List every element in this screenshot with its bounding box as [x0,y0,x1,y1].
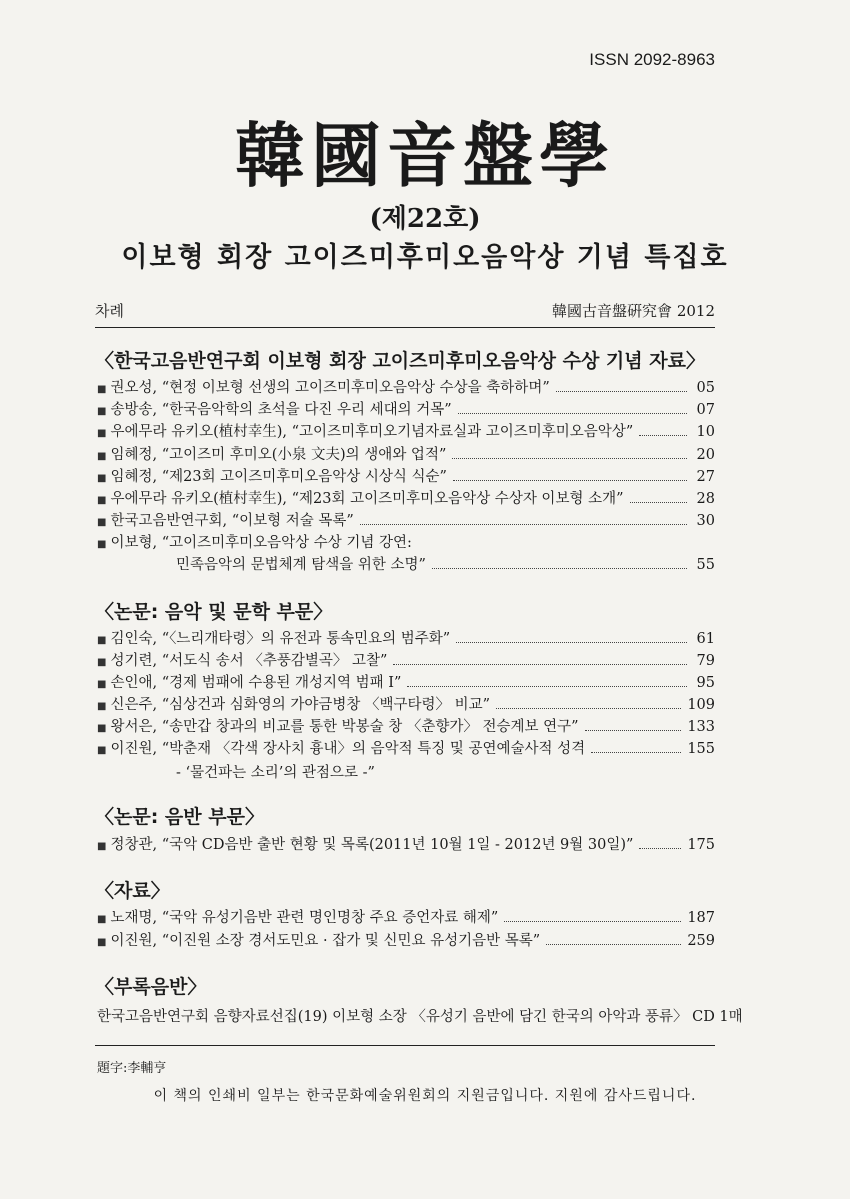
funding-acknowledgement: 이 책의 인쇄비 일부는 한국문화예술위원회의 지원금입니다. 지원에 감사드립니다. [153,1088,697,1104]
bullet-icon: ■ [97,539,107,550]
entry-page: 20 [696,447,715,463]
leader-dots [556,390,687,392]
entry-text: 우에무라 유키오(植村幸生), “고이즈미후미오기념자료실과 고이즈미후미오음악상” [110,424,634,440]
leader-dots [432,567,687,569]
leader-dots [496,707,681,709]
leader-dots [453,479,687,481]
entry-page: 259 [687,933,715,949]
section-title: 〈논문: 음악 및 문학 부문〉 [95,601,333,623]
entry-text: 송방송, “한국음악학의 초석을 다진 우리 세대의 거목” [110,402,452,418]
bullet-icon: ■ [97,841,107,852]
toc-entry [97,627,715,649]
toc-entry [97,487,715,509]
toc-entry [97,929,715,951]
section-title: 〈한국고음반연구회 이보형 회장 고이즈미후미오음악상 수상 기념 자료〉 [95,350,705,372]
toc-entry [97,465,715,487]
entry-text: 손인애, “경제 범패에 수용된 개성지역 범패 Ⅰ” [110,675,402,691]
bullet-icon: ■ [97,406,107,417]
leader-dots [639,434,687,436]
entry-text: 이진원, “박춘재 〈각색 장사치 흉내〉의 음악적 특징 및 공연예술사적 성격 [110,741,586,757]
header-rule [95,327,715,328]
entry-page: 187 [687,910,715,926]
entry-page: 133 [687,719,715,735]
entry-text: 이보형, “고이즈미후미오음악상 수상 기념 강연: [110,535,412,551]
entry-page: 95 [696,675,715,691]
entry-text: 왕서은, “송만갑 창과의 비교를 통한 박봉술 창 〈춘향가〉 전승계보 연구” [110,719,579,735]
leader-dots [452,457,687,459]
section-title: 〈자료〉 [95,880,170,902]
entry-text: 임혜정, “제23회 고이즈미후미오음악상 시상식 식순” [110,469,447,485]
toc-header [95,300,715,321]
entry-text: 임혜정, “고이즈미 후미오(小泉 文夫)의 생애와 업적” [110,447,447,463]
bullet-icon: ■ [97,745,107,756]
entry-page: 10 [696,424,715,440]
entry-text: 우에무라 유키오(植村幸生), “제23회 고이즈미후미오음악상 수상자 이보형 소개” [110,491,624,507]
leader-dots [456,641,687,643]
toc-entry [97,693,715,715]
entry-page: 55 [696,557,715,573]
bullet-icon: ■ [97,937,107,948]
entry-text: 한국고음반연구회, “이보형 저술 목록” [110,513,354,529]
entry-page: 175 [687,837,715,853]
leader-dots [630,501,688,503]
entry-text: 권오성, “현정 이보형 선생의 고이즈미후미오음악상 수상을 축하하며” [110,380,550,396]
leader-dots [546,943,681,945]
calligraphy-credit: 題字:李輔亨 [97,1061,167,1076]
entry-page: 109 [687,697,715,713]
leader-dots [407,685,687,687]
entry-page: 28 [696,491,715,507]
entry-text: 신은주, “심상건과 심화영의 가야금병창 〈백구타령〉 비교” [110,697,491,713]
bullet-icon: ■ [97,914,107,925]
entry-page: 05 [696,380,715,396]
entry-text: 김인숙, “〈느리개타령〉의 유전과 통속민요의 범주화” [110,631,451,647]
footer-rule [95,1045,715,1046]
toc-entry [97,715,715,737]
toc-entry [97,509,715,531]
entry-text: 민족음악의 문법체계 탐색을 위한 소명” [176,557,426,573]
toc-entry-continuation [176,553,715,575]
section-title: 〈논문: 음반 부문〉 [95,806,264,828]
bullet-icon: ■ [97,701,107,712]
publisher-year: 韓國古音盤硏究會 2012 [552,302,715,320]
leader-dots [639,847,681,849]
bullet-icon: ■ [97,723,107,734]
entry-text: 정창관, “국악 CD음반 출반 현황 및 목록(2011년 10월 1일 - 2012년 9월 30일)” [110,837,634,853]
entry-page: 61 [696,631,715,647]
toc-entry [97,443,715,465]
toc-label: 차례 [95,302,124,320]
entry-page: 30 [696,513,715,529]
bullet-icon: ■ [97,635,107,646]
journal-title: 韓國音盤學 [235,114,615,197]
entry-page: 07 [696,402,715,418]
leader-dots [360,523,687,525]
entry-text: 노재명, “국악 유성기음반 관련 명인명창 주요 증언자료 해제” [110,910,499,926]
toc-entry [97,398,715,420]
bullet-icon: ■ [97,495,107,506]
issue-subtitle: 이보형 회장 고이즈미후미오음악상 기념 특집호 [121,242,729,273]
bullet-icon: ■ [97,679,107,690]
toc-entry [97,833,715,855]
toc-entry [97,649,715,671]
entry-page: 79 [696,653,715,669]
entry-page: 27 [696,469,715,485]
entry-continuation: - ‘물건파는 소리’의 관점으로 -” [176,765,375,781]
leader-dots [393,663,687,665]
toc-entry [97,376,715,398]
bullet-icon: ■ [97,428,107,439]
bullet-icon: ■ [97,473,107,484]
bullet-icon: ■ [97,451,107,462]
issue-number: (제22호) [369,204,481,234]
toc-entry [97,906,715,928]
issn-number: ISSN 2092-8963 [589,50,715,69]
bullet-icon: ■ [97,384,107,395]
toc-entry [97,671,715,693]
entry-text: 이진원, “이진원 소장 경서도민요 · 잡가 및 신민요 유성기음반 목록” [110,933,541,949]
leader-dots [458,412,687,414]
leader-dots [585,729,682,731]
leader-dots [504,920,681,922]
section-title: 〈부록음반〉 [95,976,207,998]
bullet-icon: ■ [97,657,107,668]
toc-entry [97,737,715,759]
toc-entry [97,531,715,553]
appendix-entry: 한국고음반연구회 음향자료선집(19) 이보형 소장 〈유성기 음반에 담긴 한국의 아악과 풍류〉 CD 1매 [97,1009,743,1025]
leader-dots [591,751,681,753]
entry-text: 성기련, “서도식 송서 〈추풍감별곡〉 고찰” [110,653,388,669]
bullet-icon: ■ [97,517,107,528]
toc-entry [97,420,715,442]
entry-page: 155 [687,741,715,757]
